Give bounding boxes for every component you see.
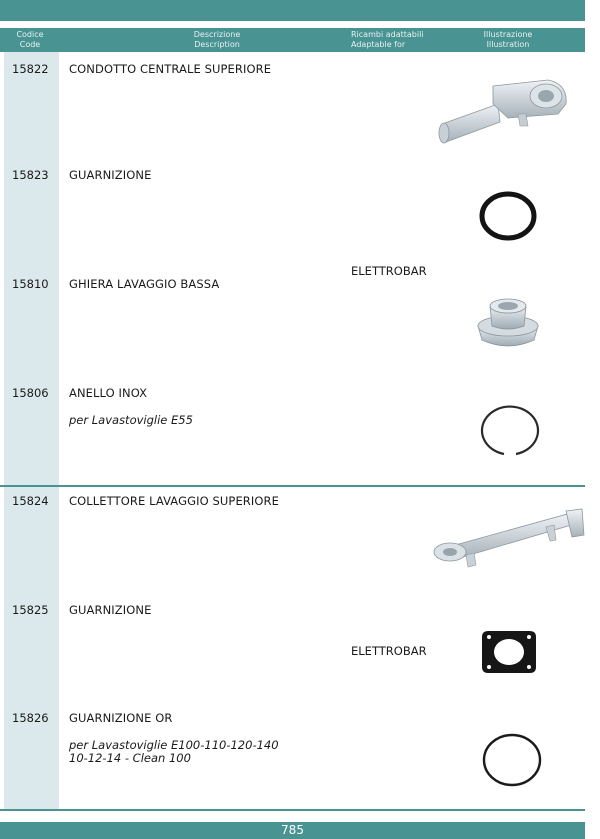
code-column xyxy=(4,487,59,809)
product-code: 15810 xyxy=(12,277,49,291)
product-title: ANELLO INOX xyxy=(69,386,148,400)
product-title: GHIERA LAVAGGIO BASSA xyxy=(69,277,220,291)
upper-central-duct-icon xyxy=(438,74,572,166)
header-code-en: Code xyxy=(19,40,41,49)
page-number: 785 xyxy=(281,823,304,837)
header-adaptable xyxy=(351,30,461,50)
product-group-1 xyxy=(0,52,585,485)
gasket-ring-icon xyxy=(478,190,538,242)
header-illustration xyxy=(458,30,558,50)
product-note-line: per Lavastoviglie E100-110-120-140 xyxy=(69,738,279,752)
product-group-2 xyxy=(0,487,585,809)
wash-ring-nut-icon xyxy=(474,296,542,350)
o-ring-icon xyxy=(480,731,544,789)
stainless-ring-icon xyxy=(476,402,542,460)
code-column xyxy=(4,52,59,485)
product-code: 15825 xyxy=(12,603,49,617)
header-desc-it: Descrizione xyxy=(193,30,241,39)
header-illus-en: Illustration xyxy=(486,40,530,49)
product-title: GUARNIZIONE xyxy=(69,168,152,182)
upper-wash-manifold-icon xyxy=(426,507,586,571)
adaptable-for: ELETTROBAR xyxy=(351,264,427,278)
product-code: 15826 xyxy=(12,711,49,725)
product-code: 15824 xyxy=(12,494,49,508)
header-adapt-en: Adaptable for xyxy=(351,40,406,49)
header-illus-it: Illustrazione xyxy=(483,30,533,39)
header-code xyxy=(4,30,56,50)
product-code: 15806 xyxy=(12,386,49,400)
product-note-line: 10-12-14 - Clean 100 xyxy=(69,751,191,765)
header-code-it: Codice xyxy=(16,30,44,39)
product-note xyxy=(69,739,279,765)
section-divider xyxy=(0,809,585,811)
product-note: per Lavastoviglie E55 xyxy=(69,413,193,427)
header-adapt-it: Ricambi adattabili xyxy=(351,30,424,39)
header-description xyxy=(60,30,374,50)
product-title: GUARNIZIONE xyxy=(69,603,152,617)
product-title: GUARNIZIONE OR xyxy=(69,711,173,725)
adaptable-for: ELETTROBAR xyxy=(351,644,427,658)
top-bar xyxy=(0,0,585,21)
product-title: CONDOTTO CENTRALE SUPERIORE xyxy=(69,62,272,76)
product-code: 15822 xyxy=(12,62,49,76)
product-title: COLLETTORE LAVAGGIO SUPERIORE xyxy=(69,494,280,508)
page-footer xyxy=(0,822,585,839)
header-desc-en: Description xyxy=(194,40,240,49)
square-gasket-icon xyxy=(480,627,538,677)
product-code: 15823 xyxy=(12,168,49,182)
table-header xyxy=(0,28,585,52)
